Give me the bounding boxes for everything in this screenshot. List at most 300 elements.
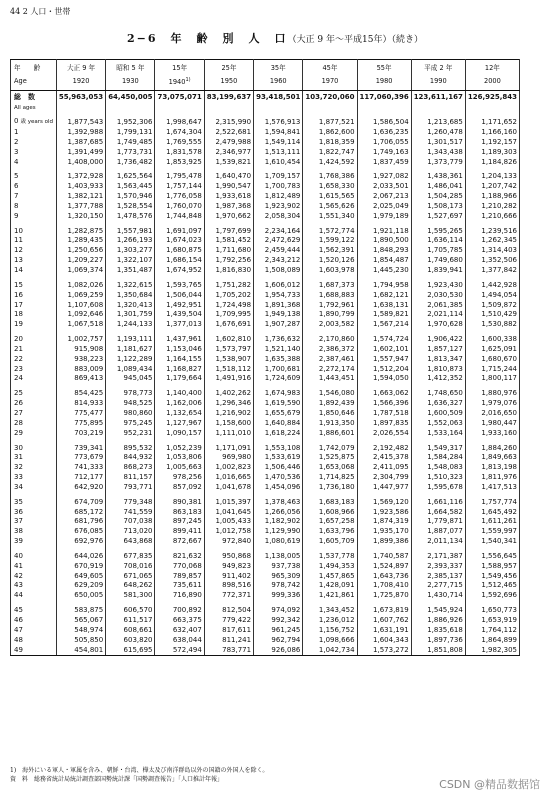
population-cell: 1,636,235 [357, 128, 411, 138]
age-cell [11, 552, 57, 562]
population-cell: 1,015,397 [204, 498, 253, 508]
population-cell: 606,570 [106, 606, 155, 616]
year-header-ad [357, 74, 411, 91]
age-value: 4 [14, 157, 19, 166]
population-cell: 681,796 [56, 517, 105, 527]
empty-cell [155, 104, 204, 112]
table-row [11, 527, 520, 537]
age-value: 8 [14, 201, 19, 210]
age-column-header-en: Age [11, 74, 57, 91]
population-cell: 1,262,345 [465, 236, 519, 246]
population-cell: 1,816,830 [204, 266, 253, 276]
total-cell: 103,720,060 [303, 91, 357, 105]
population-cell: 1,748,650 [411, 389, 465, 399]
table-row [11, 399, 520, 409]
population-cell: 1,296,346 [204, 399, 253, 409]
population-cell: 676,085 [56, 527, 105, 537]
population-cell: 1,952,306 [106, 117, 155, 128]
population-cell: 1,711,680 [204, 246, 253, 256]
population-cell: 1,567,214 [357, 320, 411, 330]
population-cell: 2,393,337 [411, 562, 465, 572]
table-row [11, 301, 520, 311]
population-cell: 1,980,447 [465, 419, 519, 429]
population-cell: 1,421,861 [303, 591, 357, 601]
population-cell: 1,549,317 [411, 444, 465, 454]
population-cell: 611,517 [106, 616, 155, 626]
population-cell: 1,552,063 [411, 419, 465, 429]
page-header: 44 2 人口・世帯 [10, 7, 71, 16]
population-cell: 649,605 [56, 572, 105, 582]
age-cell [11, 517, 57, 527]
population-cell: 1,636,327 [411, 399, 465, 409]
population-cell: 1,548,083 [411, 463, 465, 473]
population-cell: 1,513,111 [254, 148, 303, 158]
population-cell: 2,315,990 [204, 117, 253, 128]
population-cell: 1,069,259 [56, 291, 105, 301]
population-cell: 1,184,826 [465, 158, 519, 168]
population-cell: 1,676,691 [204, 320, 253, 330]
population-cell: 999,336 [254, 591, 303, 601]
population-cell: 1,352,506 [465, 256, 519, 266]
population-cell: 1,443,451 [303, 374, 357, 384]
population-cell: 1,445,230 [357, 266, 411, 276]
population-cell: 692,976 [56, 537, 105, 547]
population-cell: 1,664,582 [411, 508, 465, 518]
population-table [10, 59, 520, 656]
age-cell [11, 483, 57, 493]
age-cell [11, 498, 57, 508]
population-cell: 1,494,353 [303, 562, 357, 572]
age-cell [11, 562, 57, 572]
population-cell: 1,987,368 [204, 202, 253, 212]
population-cell: 1,603,978 [303, 266, 357, 276]
age-cell [11, 335, 57, 345]
age-value: 1 [14, 128, 19, 137]
population-cell: 1,688,883 [303, 291, 357, 301]
age-value: 42 [14, 571, 23, 580]
age-value: 14 [14, 266, 23, 274]
empty-cell [465, 104, 519, 112]
population-cell: 961,245 [254, 626, 303, 636]
population-cell: 1,776,058 [155, 192, 204, 202]
population-cell: 1,810,873 [411, 365, 465, 375]
population-cell: 2,026,554 [357, 429, 411, 439]
population-cell: 1,736,632 [254, 335, 303, 345]
population-cell: 1,216,902 [204, 409, 253, 419]
population-cell: 1,862,600 [303, 128, 357, 138]
population-cell: 1,566,396 [357, 399, 411, 409]
population-cell: 872,667 [155, 537, 204, 547]
table-row [11, 355, 520, 365]
population-cell: 1,880,976 [465, 389, 519, 399]
population-cell: 2,033,501 [357, 182, 411, 192]
population-cell: 1,545,924 [411, 606, 465, 616]
population-cell: 1,849,663 [465, 453, 519, 463]
population-cell: 548,974 [56, 626, 105, 636]
population-cell: 1,813,198 [465, 463, 519, 473]
population-cell: 1,549,456 [465, 572, 519, 582]
population-cell: 1,606,012 [254, 281, 303, 291]
population-cell: 1,658,330 [303, 182, 357, 192]
population-cell: 663,375 [155, 616, 204, 626]
population-cell: 2,003,582 [303, 320, 357, 330]
population-cell: 1,428,091 [303, 581, 357, 591]
population-cell: 1,595,678 [411, 483, 465, 493]
population-cell: 863,183 [155, 508, 204, 518]
population-cell: 1,301,759 [106, 310, 155, 320]
population-cell: 1,129,990 [254, 527, 303, 537]
population-cell: 812,504 [204, 606, 253, 616]
population-cell: 1,751,282 [204, 281, 253, 291]
age-value: 19 [14, 320, 23, 329]
age-cell [11, 138, 57, 148]
population-cell: 775,477 [56, 409, 105, 419]
population-cell: 2,386,372 [303, 345, 357, 355]
population-cell: 1,527,697 [411, 212, 465, 222]
table-row [11, 419, 520, 429]
population-cell: 2,479,988 [204, 138, 253, 148]
age-value: 24 [14, 374, 23, 383]
population-cell: 895,532 [106, 444, 155, 454]
table-row [11, 202, 520, 212]
population-cell: 1,041,645 [204, 508, 253, 518]
header-row-ad [11, 74, 520, 91]
year-header-ad [303, 74, 357, 91]
population-cell: 1,949,138 [254, 310, 303, 320]
population-cell: 642,920 [56, 483, 105, 493]
population-cell: 1,740,587 [357, 552, 411, 562]
population-cell: 1,927,082 [357, 172, 411, 182]
population-cell: 1,837,459 [357, 158, 411, 168]
table-row [11, 508, 520, 518]
table-row [11, 128, 520, 138]
age-value: 40 [14, 551, 23, 560]
population-cell: 1,016,665 [204, 473, 253, 483]
population-cell: 1,512,465 [465, 581, 519, 591]
age-cell [11, 463, 57, 473]
population-cell: 1,506,044 [155, 291, 204, 301]
population-cell: 821,632 [155, 552, 204, 562]
population-cell: 1,012,758 [204, 527, 253, 537]
population-cell: 1,887,077 [411, 527, 465, 537]
population-cell: 1,588,957 [465, 562, 519, 572]
year-ad-label: 1960 [269, 77, 287, 86]
age-value: 26 [14, 399, 23, 408]
population-cell: 1,706,055 [357, 138, 411, 148]
age-cell [11, 399, 57, 409]
population-cell: 1,573,272 [357, 646, 411, 656]
population-cell: 1,592,696 [465, 591, 519, 601]
year-ad-label: 1990 [429, 77, 447, 86]
population-cell: 1,521,140 [254, 345, 303, 355]
title-subtitle: （大正 9 年〜平成15年）（続き） [287, 35, 423, 45]
table-row [11, 172, 520, 182]
population-cell: 1,092,646 [56, 310, 105, 320]
population-cell: 2,192,482 [357, 444, 411, 454]
population-cell: 779,348 [106, 498, 155, 508]
population-cell: 772,371 [204, 591, 253, 601]
population-cell: 1,779,871 [411, 517, 465, 527]
population-cell: 1,724,609 [254, 374, 303, 384]
population-cell: 1,687,373 [303, 281, 357, 291]
population-cell: 1,757,774 [465, 498, 519, 508]
age-cell [11, 444, 57, 454]
age-value: 6 [14, 182, 19, 191]
population-cell: 1,138,005 [254, 552, 303, 562]
population-cell: 1,089,434 [106, 365, 155, 375]
population-cell: 1,107,608 [56, 301, 105, 311]
population-cell: 1,408,000 [56, 158, 105, 168]
population-cell: 1,749,163 [357, 148, 411, 158]
age-cell [11, 636, 57, 646]
population-cell: 1,913,350 [303, 419, 357, 429]
population-cell: 1,661,116 [411, 498, 465, 508]
population-cell: 685,172 [56, 508, 105, 518]
age-cell [11, 508, 57, 518]
population-cell: 1,715,244 [465, 365, 519, 375]
population-cell: 1,569,120 [357, 498, 411, 508]
population-cell: 1,572,774 [303, 227, 357, 237]
population-cell: 1,686,154 [155, 256, 204, 266]
age-value: 27 [14, 408, 23, 417]
age-value: 16 [14, 290, 23, 299]
population-cell: 644,026 [56, 552, 105, 562]
population-cell: 739,341 [56, 444, 105, 454]
population-cell: 1,509,872 [465, 301, 519, 311]
table-row [11, 148, 520, 158]
population-cell: 1,266,193 [106, 236, 155, 246]
page-title [0, 30, 550, 46]
population-cell: 1,725,870 [357, 591, 411, 601]
population-cell: 1,700,783 [254, 182, 303, 192]
population-cell: 1,818,359 [303, 138, 357, 148]
population-cell: 1,594,841 [254, 128, 303, 138]
population-cell: 1,599,122 [303, 236, 357, 246]
population-cell: 1,303,277 [106, 246, 155, 256]
table-row [11, 246, 520, 256]
population-cell: 2,411,095 [357, 463, 411, 473]
population-cell: 1,877,521 [303, 117, 357, 128]
population-cell: 2,025,049 [357, 202, 411, 212]
population-cell: 1,402,262 [204, 389, 253, 399]
population-cell: 1,822,747 [303, 148, 357, 158]
population-cell: 1,864,899 [465, 636, 519, 646]
population-cell: 1,839,941 [411, 266, 465, 276]
year-header-ad [106, 74, 155, 91]
age-cell [11, 572, 57, 582]
population-cell: 1,132,654 [155, 409, 204, 419]
table-row [11, 483, 520, 493]
population-cell: 1,373,779 [411, 158, 465, 168]
population-cell: 1,188,966 [465, 192, 519, 202]
population-cell: 1,236,012 [303, 616, 357, 626]
population-cell: 1,877,543 [56, 117, 105, 128]
table-row [11, 158, 520, 168]
population-cell: 2,387,461 [303, 355, 357, 365]
population-cell: 857,092 [155, 483, 204, 493]
population-cell: 1,282,875 [56, 227, 105, 237]
population-cell: 949,823 [204, 562, 253, 572]
population-cell: 1,557,947 [357, 355, 411, 365]
population-cell: 615,695 [106, 646, 155, 656]
age-value: 10 [14, 226, 23, 235]
age-cell [11, 182, 57, 192]
population-cell: 1,795,478 [155, 172, 204, 182]
age-cell [11, 355, 57, 365]
total-cell: 126,925,843 [465, 91, 519, 105]
population-cell: 1,382,121 [56, 192, 105, 202]
population-cell: 1,742,079 [303, 444, 357, 454]
population-cell: 1,979,076 [465, 399, 519, 409]
population-cell: 980,860 [106, 409, 155, 419]
population-cell: 1,584,284 [411, 453, 465, 463]
population-cell: 1,574,724 [357, 335, 411, 345]
table-row [11, 626, 520, 636]
population-cell: 1,260,478 [411, 128, 465, 138]
age-cell [11, 419, 57, 429]
population-cell: 978,742 [254, 581, 303, 591]
table-row [11, 117, 520, 128]
year-header-era: 大正 9 年 [56, 60, 105, 75]
population-cell: 1,653,068 [303, 463, 357, 473]
year-header-era: 15年 [155, 60, 204, 75]
population-cell: 1,595,265 [411, 227, 465, 237]
population-cell: 1,537,778 [303, 552, 357, 562]
age-value: 45 [14, 606, 23, 615]
population-cell: 965,309 [254, 572, 303, 582]
population-cell: 1,556,645 [465, 552, 519, 562]
population-cell: 1,530,882 [465, 320, 519, 330]
year-header-era: 25年 [204, 60, 253, 75]
population-cell: 1,589,821 [357, 310, 411, 320]
population-cell: 1,417,513 [465, 483, 519, 493]
population-cell: 1,581,452 [204, 236, 253, 246]
population-cell: 638,044 [155, 636, 204, 646]
age-cell [11, 345, 57, 355]
population-cell: 992,342 [254, 616, 303, 626]
population-cell: 1,209,227 [56, 256, 105, 266]
population-cell: 708,016 [106, 562, 155, 572]
population-cell: 1,486,041 [411, 182, 465, 192]
population-cell: 1,608,966 [303, 508, 357, 518]
population-cell: 632,407 [155, 626, 204, 636]
population-cell: 2,030,530 [411, 291, 465, 301]
table-row [11, 320, 520, 330]
population-cell: 1,680,875 [155, 246, 204, 256]
population-cell: 950,868 [204, 552, 253, 562]
age-value: 21 [14, 344, 23, 353]
population-cell: 1,098,666 [303, 636, 357, 646]
population-cell: 911,402 [204, 572, 253, 582]
population-cell: 1,563,445 [106, 182, 155, 192]
age-value: 5 [14, 172, 19, 181]
table-body [11, 91, 520, 656]
age-value: 13 [14, 256, 23, 265]
table-row [11, 310, 520, 320]
age-cell [11, 202, 57, 212]
population-cell: 1,857,127 [411, 345, 465, 355]
population-cell: 2,011,134 [411, 537, 465, 547]
age-value: 3 [14, 147, 19, 156]
age-value: 29 [14, 428, 23, 437]
population-cell: 1,935,170 [357, 527, 411, 537]
population-cell: 1,586,504 [357, 117, 411, 128]
population-cell: 1,923,902 [254, 202, 303, 212]
total-label: 総 数 [11, 91, 57, 105]
population-cell: 2,234,164 [254, 227, 303, 237]
population-cell: 1,907,287 [254, 320, 303, 330]
population-cell: 1,377,842 [465, 266, 519, 276]
age-value: 25 [14, 389, 23, 398]
population-cell: 1,162,006 [155, 399, 204, 409]
age-cell [11, 246, 57, 256]
age-cell [11, 236, 57, 246]
population-cell: 716,890 [155, 591, 204, 601]
footnote-source: 資 料 総務省統計局統計調査部国勢統計課「国勢調査報告」「人口推計年報」 [10, 776, 224, 783]
population-cell: 1,700,681 [254, 365, 303, 375]
table-row [11, 562, 520, 572]
population-cell: 1,494,054 [465, 291, 519, 301]
population-cell: 1,709,157 [254, 172, 303, 182]
population-cell: 811,241 [204, 636, 253, 646]
population-cell: 1,674,023 [155, 236, 204, 246]
table-row [11, 138, 520, 148]
table-row [11, 345, 520, 355]
age-value: 18 [14, 310, 23, 319]
table-row [11, 192, 520, 202]
population-cell: 972,840 [204, 537, 253, 547]
population-cell: 1,576,913 [254, 117, 303, 128]
population-cell: 1,886,926 [411, 616, 465, 626]
population-cell: 789,857 [155, 572, 204, 582]
age-cell [11, 453, 57, 463]
age-value: 35 [14, 497, 23, 506]
population-cell: 1,835,618 [411, 626, 465, 636]
total-cell: 123,611,167 [411, 91, 465, 105]
population-cell: 1,166,160 [465, 128, 519, 138]
population-cell: 1,602,810 [204, 335, 253, 345]
age-value: 12 [14, 246, 23, 255]
age-value: 38 [14, 527, 23, 536]
population-cell: 1,890,799 [303, 310, 357, 320]
total-row [11, 91, 520, 105]
age-value: 17 [14, 300, 23, 309]
population-cell: 868,273 [106, 463, 155, 473]
year-header-ad [411, 74, 465, 91]
population-cell: 1,454,096 [254, 483, 303, 493]
population-cell: 1,156,752 [303, 626, 357, 636]
population-cell: 1,600,338 [465, 335, 519, 345]
population-cell: 2,171,387 [411, 552, 465, 562]
year-ad-label: 1970 [321, 77, 339, 86]
population-cell: 1,442,928 [465, 281, 519, 291]
population-cell: 1,005,663 [155, 463, 204, 473]
population-cell: 1,158,600 [204, 419, 253, 429]
population-cell: 1,749,680 [411, 256, 465, 266]
year-ad-label: 1930 [121, 77, 139, 86]
table-row [11, 646, 520, 656]
population-cell: 1,512,204 [357, 365, 411, 375]
population-cell: 1,266,056 [254, 508, 303, 518]
age-cell [11, 291, 57, 301]
population-cell: 1,377,788 [56, 202, 105, 212]
year-header-era: 45年 [303, 60, 357, 75]
total-label-en: All ages [11, 104, 57, 112]
population-cell: 1,181,627 [106, 345, 155, 355]
population-cell: 1,438,361 [411, 172, 465, 182]
year-footnote-marker: 1) [185, 77, 191, 83]
empty-cell [106, 104, 155, 112]
